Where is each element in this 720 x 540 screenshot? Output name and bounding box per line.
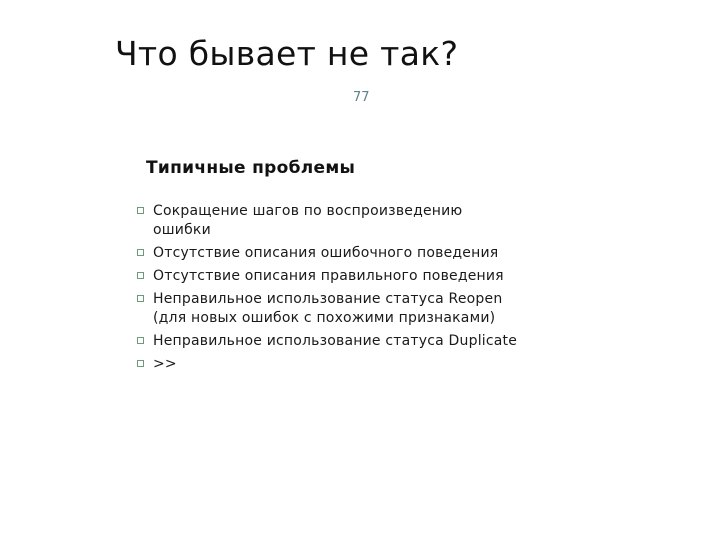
square-bullet-icon bbox=[137, 360, 144, 367]
bullet-text: Отсутствие описания ошибочного поведения bbox=[153, 245, 499, 261]
slide-title: Что бывает не так? bbox=[115, 34, 459, 73]
list-item bbox=[136, 355, 606, 374]
bullet-text: Сокращение шагов по воспроизведению ошибки bbox=[153, 203, 463, 238]
bullet-text: Неправильное использование статуса Duplicate bbox=[153, 333, 518, 349]
bullet-text: Отсутствие описания правильного поведения bbox=[153, 268, 504, 284]
square-bullet-icon bbox=[137, 249, 144, 256]
list-item bbox=[136, 332, 606, 351]
square-bullet-icon bbox=[137, 207, 144, 214]
list-item bbox=[136, 202, 606, 240]
bullet-text: Неправильное использование статуса Reopen (для новых ошибок с похожими признаками) bbox=[153, 291, 503, 326]
bullet-list bbox=[136, 202, 606, 378]
bullet-text: >> bbox=[153, 356, 177, 372]
list-item bbox=[136, 290, 606, 328]
section-heading: Типичные проблемы bbox=[146, 158, 356, 178]
square-bullet-icon bbox=[137, 295, 144, 302]
list-item bbox=[136, 244, 606, 263]
page-number: 77 bbox=[353, 90, 370, 105]
list-item bbox=[136, 267, 606, 286]
square-bullet-icon bbox=[137, 337, 144, 344]
square-bullet-icon bbox=[137, 272, 144, 279]
